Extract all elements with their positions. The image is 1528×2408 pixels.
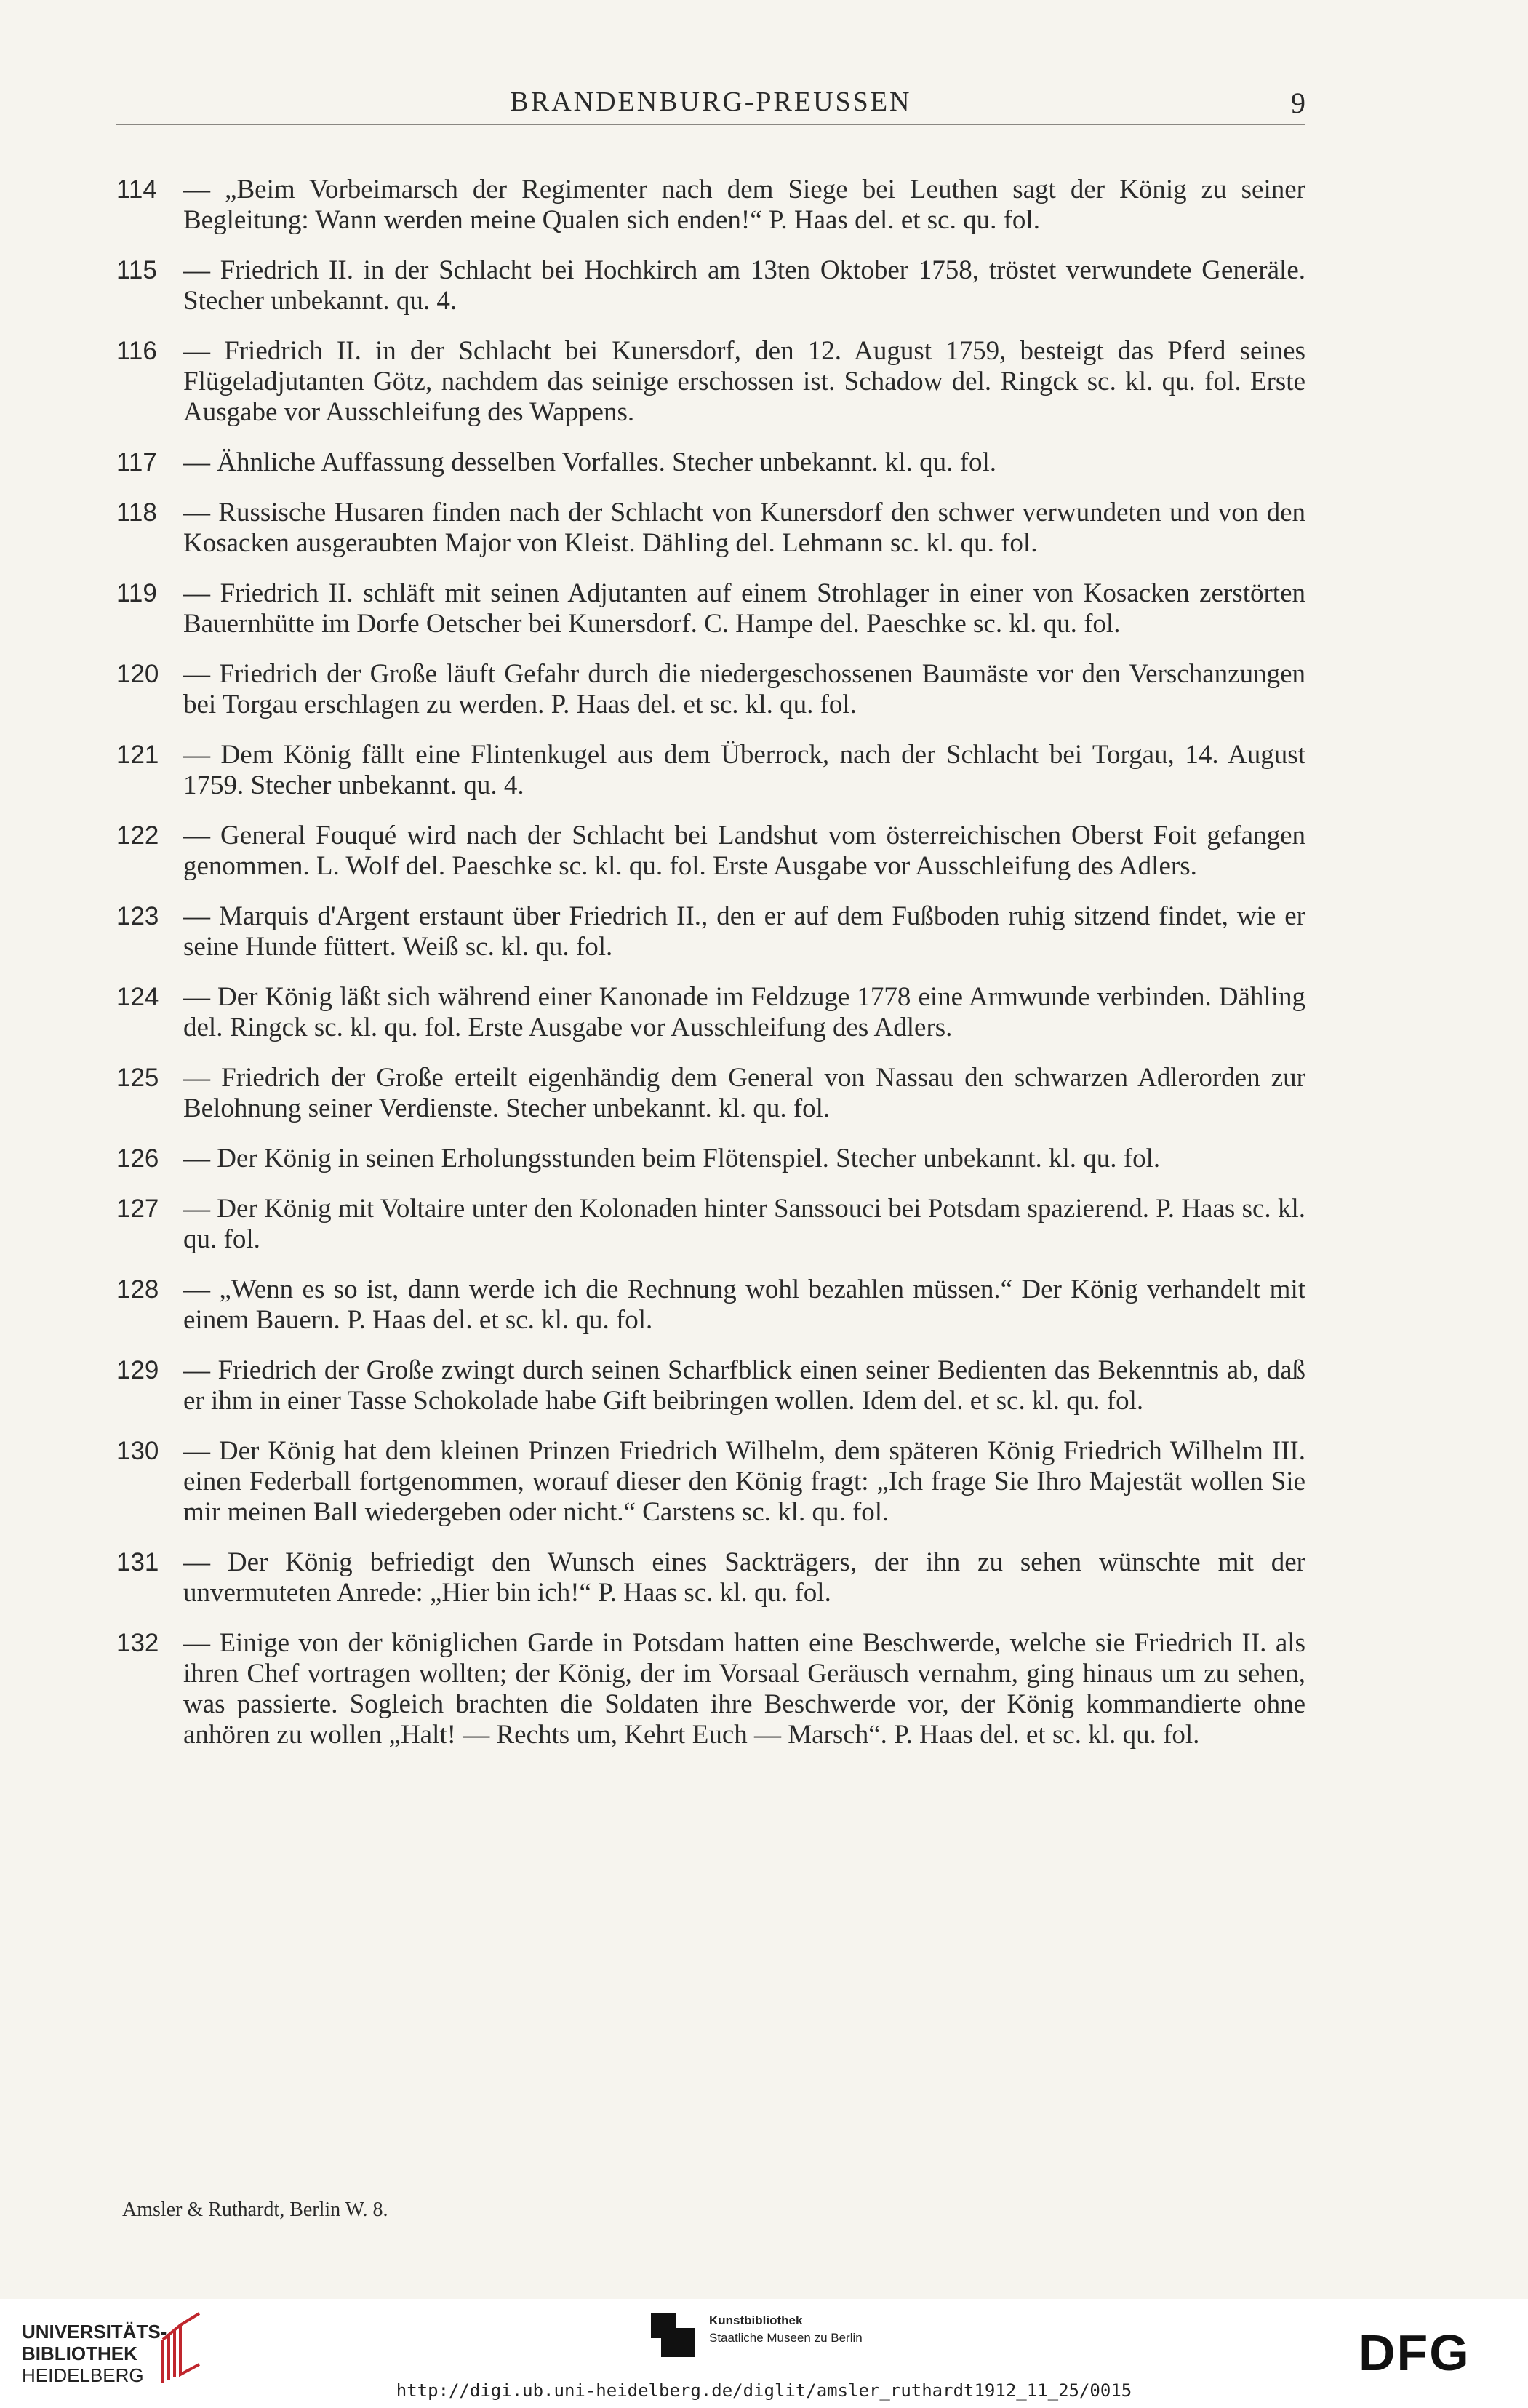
- entry-text: — Der König hat dem kleinen Prinzen Friedrich Wilhelm, dem späteren König Friedrich Wilhelm III. einen Federball fortgenommen, worauf dieser den König fragt: „Ich frage Sie Ihro Majestät wollen Sie mir meinen Ball wiedergeben oder nicht.“ Carstens sc. kl. qu. fol.: [183, 1436, 1305, 1527]
- catalog-entry: [116, 336, 1305, 428]
- catalog-entry: [116, 982, 1305, 1043]
- entry-number: 119: [116, 579, 157, 607]
- ub-line-2: BIBLIOTHEK: [22, 2343, 137, 2364]
- catalog-entry: [116, 498, 1305, 559]
- entry-text: — Friedrich der Große läuft Gefahr durch die niedergeschossenen Baumäste vor den Verschanzungen bei Torgau erschlagen zu werden. P. Haas del. et sc. kl. qu. fol.: [183, 659, 1305, 719]
- running-title: BRANDENBURG-PREUSSEN: [510, 87, 912, 117]
- entry-text: — Friedrich der Große zwingt durch seinen Scharfblick einen seiner Bedienten das Bekenntnis ab, daß er ihm in einer Tasse Schokolade habe Gift beibringen wollen. Idem del. et sc. kl. qu. fol.: [183, 1355, 1305, 1416]
- entry-number: 114: [116, 175, 157, 204]
- catalog-entry: [116, 578, 1305, 639]
- catalog-entry: [116, 255, 1305, 316]
- catalog-entry: [116, 659, 1305, 720]
- entry-text: — Ähnliche Auffassung desselben Vorfalles. Stecher unbekannt. kl. qu. fol.: [183, 447, 997, 477]
- catalog-entry: [116, 175, 1305, 236]
- entry-number: 125: [116, 1064, 159, 1092]
- entry-text: — Russische Husaren finden nach der Schlacht von Kunersdorf den schwer verwundeten und von den Kosacken ausgeraubten Major von Kleist. Dähling del. Lehmann sc. kl. qu. fol.: [183, 498, 1305, 558]
- publisher-imprint: Amsler & Ruthardt, Berlin W. 8.: [122, 2198, 388, 2221]
- entry-number: 123: [116, 902, 159, 930]
- entry-number: 130: [116, 1437, 159, 1465]
- entry-text: — Friedrich II. in der Schlacht bei Kunersdorf, den 12. August 1759, besteigt das Pferd seines Flügeladjutanten Götz, nachdem das seinige erschossen ist. Schadow del. Ringck sc. kl. qu. fol. Erste Ausgabe vor Ausschleifung des Wappens.: [183, 336, 1305, 427]
- entry-text: — Der König läßt sich während einer Kanonade im Feldzuge 1778 eine Armwunde verbinden. Dähling del. Ringck sc. kl. qu. fol. Erste Ausgabe vor Ausschleifung des Adlers.: [183, 982, 1305, 1042]
- entry-text: — General Fouqué wird nach der Schlacht bei Landshut vom österreichischen Oberst Foit gefangen genommen. L. Wolf del. Paeschke sc. kl. qu. fol. Erste Ausgabe vor Ausschleifung des Adlers.: [183, 821, 1305, 881]
- entry-number: 128: [116, 1275, 159, 1304]
- kunstbibliothek-subtitle: Staatliche Museen zu Berlin: [709, 2331, 863, 2345]
- catalog-entry: [116, 1194, 1305, 1255]
- catalog-entry: [116, 1436, 1305, 1528]
- catalog-entry: [116, 1144, 1305, 1174]
- catalog-entry: [116, 740, 1305, 801]
- entry-number: 115: [116, 256, 157, 284]
- catalog-entries: [116, 175, 1305, 1770]
- entry-text: — Marquis d'Argent erstaunt über Friedrich II., den er auf dem Fußboden ruhig sitzend findet, wie er seine Hunde füttert. Weiß sc. kl. qu. fol.: [183, 901, 1305, 962]
- entry-number: 116: [116, 337, 157, 365]
- entry-text: — Friedrich II. in der Schlacht bei Hochkirch am 13ten Oktober 1758, tröstet verwundete Generäle. Stecher unbekannt. qu. 4.: [183, 255, 1305, 316]
- entry-number: 121: [116, 741, 159, 769]
- university-library-logo-text: [22, 2321, 167, 2386]
- entry-number: 117: [116, 448, 157, 477]
- entry-number: 131: [116, 1548, 159, 1576]
- entry-text: — Der König mit Voltaire unter den Kolonaden hinter Sanssouci bei Potsdam spazierend. P. Haas sc. kl. qu. fol.: [183, 1194, 1305, 1254]
- entry-number: 122: [116, 821, 159, 850]
- entry-number: 129: [116, 1356, 159, 1384]
- ub-line-1: UNIVERSITÄTS-: [22, 2321, 167, 2343]
- entry-text: — Der König in seinen Erholungsstunden beim Flötenspiel. Stecher unbekannt. kl. qu. fol.: [183, 1144, 1161, 1173]
- catalog-entry: [116, 1063, 1305, 1124]
- page-header: [116, 86, 1305, 125]
- ub-line-3: HEIDELBERG: [22, 2364, 144, 2386]
- entry-text: — Friedrich der Große erteilt eigenhändig dem General von Nassau den schwarzen Adlerorden zur Belohnung seiner Verdienste. Stecher unbekannt. kl. qu. fol.: [183, 1063, 1305, 1123]
- entry-text: — Der König befriedigt den Wunsch eines Sackträgers, der ihn zu sehen wünschte mit der unvermuteten Anrede: „Hier bin ich!“ P. Haas sc. kl. qu. fol.: [183, 1547, 1305, 1608]
- entry-number: 120: [116, 660, 159, 688]
- entry-text: — Dem König fällt eine Flintenkugel aus dem Überrock, nach der Schlacht bei Torgau, 14. August 1759. Stecher unbekannt. qu. 4.: [183, 740, 1305, 800]
- kunstbibliothek-logo-text: [709, 2312, 863, 2347]
- catalog-entry: [116, 1275, 1305, 1336]
- catalog-entry: [116, 1355, 1305, 1416]
- entry-text: — Friedrich II. schläft mit seinen Adjutanten auf einem Strohlager in einer von Kosacken zerstörten Bauernhütte im Dorfe Oetscher bei Kunersdorf. C. Hampe del. Paeschke sc. kl. qu. fol.: [183, 578, 1305, 639]
- kunstbibliothek-logo-icon: [651, 2313, 696, 2359]
- catalog-entry: [116, 901, 1305, 962]
- catalog-entry: [116, 1628, 1305, 1750]
- university-library-logo-icon: [159, 2311, 205, 2386]
- page-number: 9: [1291, 87, 1305, 119]
- catalog-entry: [116, 447, 1305, 478]
- entry-text: — „Beim Vorbeimarsch der Regimenter nach dem Siege bei Leuthen sagt der König zu seiner Begleitung: Wann werden meine Qualen sich enden!“ P. Haas del. et sc. qu. fol.: [183, 175, 1305, 235]
- kunstbibliothek-name: Kunstbibliothek: [709, 2313, 803, 2327]
- entry-number: 127: [116, 1195, 159, 1223]
- entry-number: 132: [116, 1629, 159, 1657]
- entry-number: 126: [116, 1144, 159, 1173]
- source-url[interactable]: http://digi.ub.uni-heidelberg.de/diglit/amsler_ruthardt1912_11_25/0015: [396, 2380, 1132, 2401]
- entry-text: — Einige von der königlichen Garde in Potsdam hatten eine Beschwerde, welche sie Friedrich II. als ihren Chef vortragen wollten; der König, der im Vorsaal Geräusch vernahm, ging hinaus um zu sehen, was passierte. Sogleich brachten die Soldaten ihre Beschwerde vor, der König kommandierte ohne anhören zu wollen „Halt! — Rechts um, Kehrt Euch — Marsch“. P. Haas del. et sc. kl. qu. fol.: [183, 1628, 1305, 1750]
- catalog-entry: [116, 821, 1305, 882]
- dfg-logo: DFG: [1359, 2324, 1471, 2381]
- entry-number: 118: [116, 498, 157, 527]
- entry-number: 124: [116, 983, 159, 1011]
- entry-text: — „Wenn es so ist, dann werde ich die Rechnung wohl bezahlen müssen.“ Der König verhandelt mit einem Bauern. P. Haas del. et sc. kl. qu. fol.: [183, 1275, 1305, 1335]
- catalog-entry: [116, 1547, 1305, 1608]
